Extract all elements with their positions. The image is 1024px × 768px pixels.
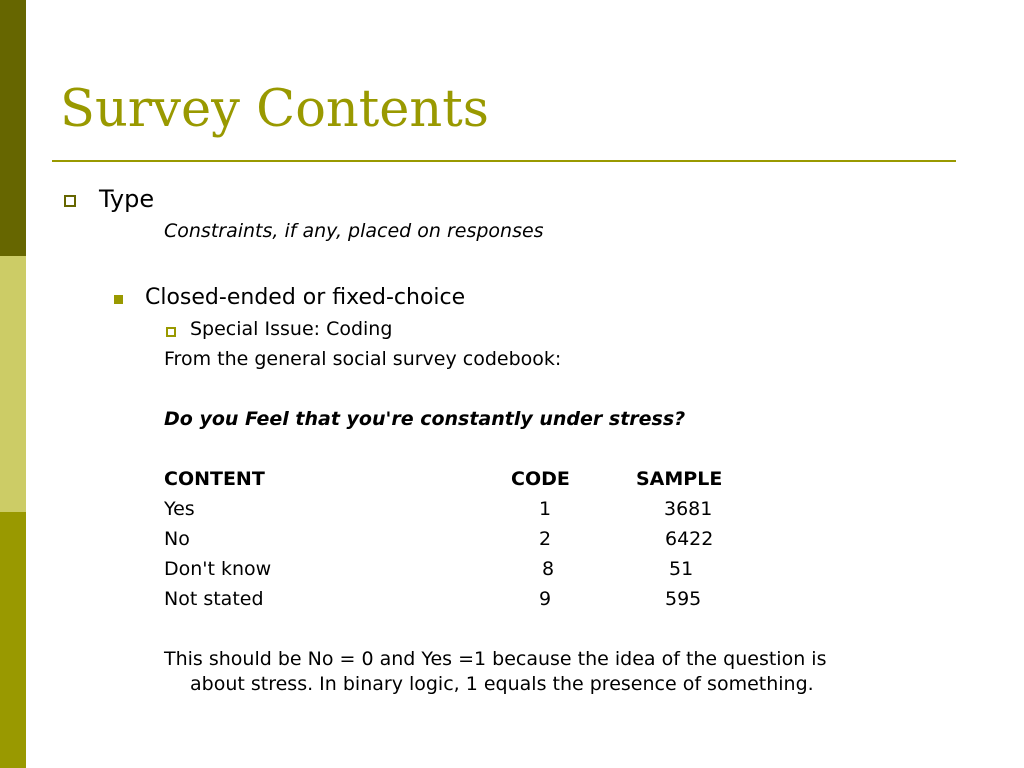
table-header-sample: SAMPLE [636, 468, 723, 490]
table-header-code: CODE [511, 468, 570, 490]
row-content: Not stated [164, 588, 264, 610]
side-band-top [0, 0, 26, 256]
row-sample: 51 [669, 558, 694, 580]
type-heading: Type [99, 185, 155, 213]
type-subtext: Constraints, if any, placed on responses [164, 220, 544, 242]
survey-question: Do you Feel that you're constantly under stress? [164, 408, 686, 430]
slide-title: Survey Contents [60, 80, 489, 139]
codebook-source-text: From the general social survey codebook: [164, 348, 562, 370]
closed-ended-heading: Closed-ended or fixed-choice [145, 285, 466, 310]
note-line-1: This should be No = 0 and Yes =1 because the idea of the question is [164, 648, 827, 670]
hollow-square-bullet-icon [64, 195, 76, 207]
small-hollow-square-bullet-icon [166, 327, 176, 337]
row-code: 1 [539, 498, 552, 520]
title-underline [52, 160, 956, 162]
note-line-2: about stress. In binary logic, 1 equals the presence of something. [190, 673, 814, 695]
row-content: No [164, 528, 190, 550]
row-code: 8 [542, 558, 555, 580]
side-band-middle [0, 256, 26, 512]
table-header-content: CONTENT [164, 468, 265, 490]
row-sample: 3681 [664, 498, 713, 520]
special-issue-text: Special Issue: Coding [190, 318, 393, 340]
row-sample: 6422 [665, 528, 714, 550]
row-sample: 595 [665, 588, 702, 610]
row-code: 9 [539, 588, 552, 610]
row-content: Don't know [164, 558, 272, 580]
solid-square-bullet-icon [114, 295, 123, 304]
row-content: Yes [164, 498, 195, 520]
row-code: 2 [539, 528, 552, 550]
side-band-bottom [0, 512, 26, 768]
